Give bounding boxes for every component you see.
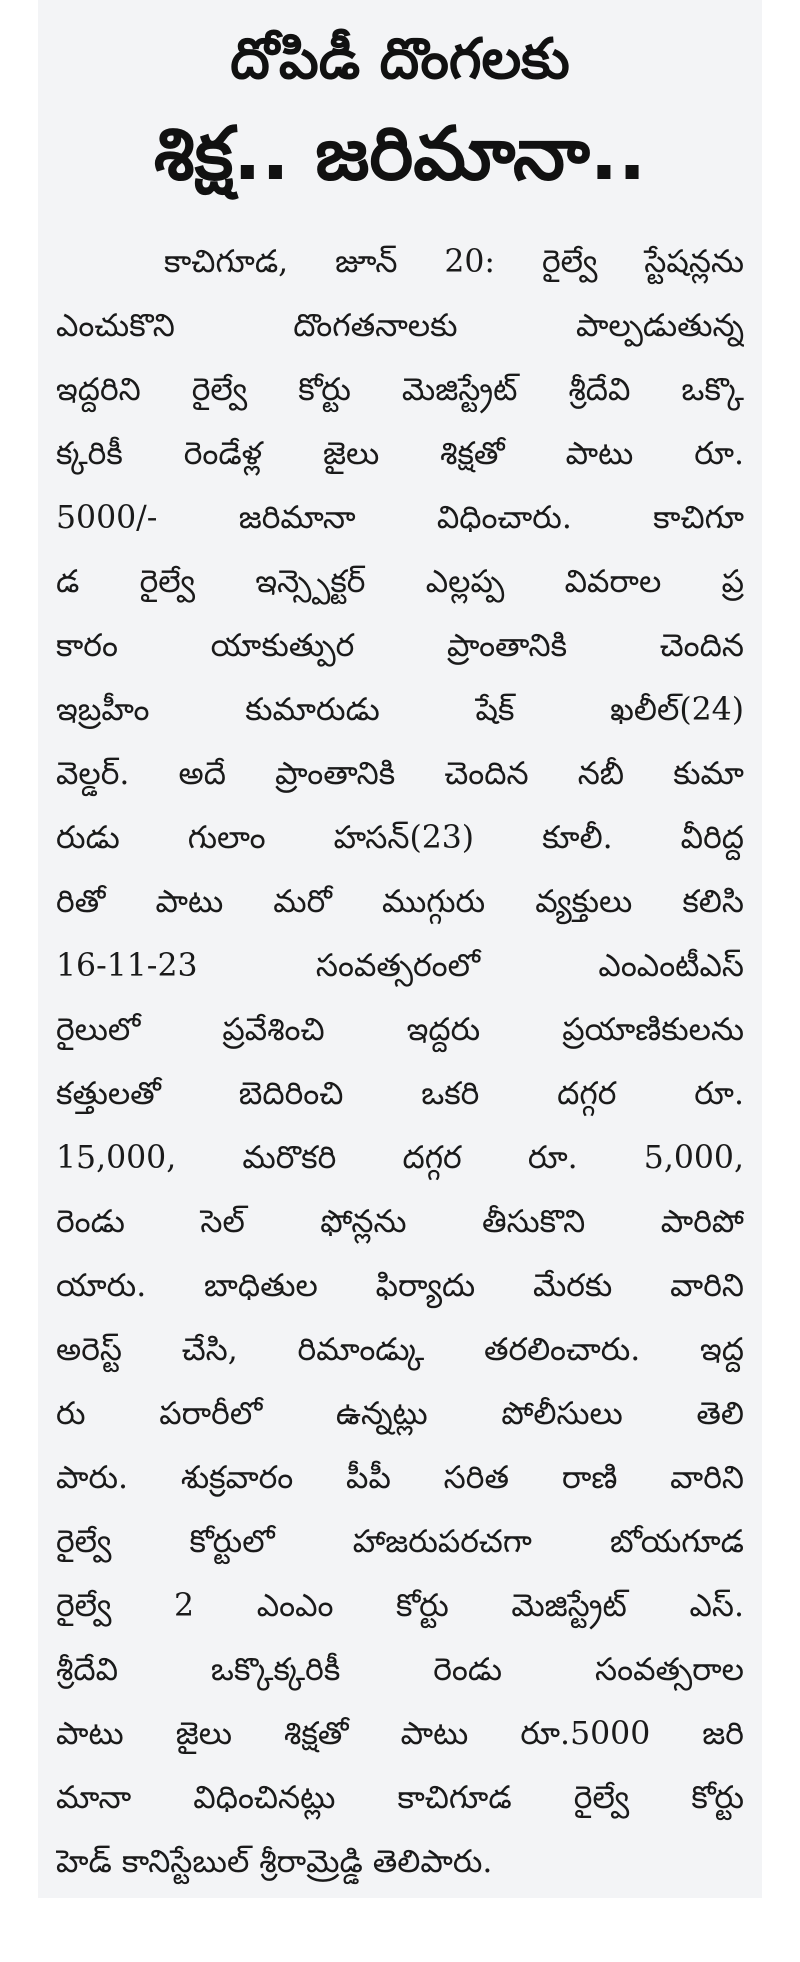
article-line: రెండు సెల్ ఫోన్లను తీసుకొని పారిపో — [56, 1204, 744, 1240]
article-line: 16-11-23 సంవత్సరంలో ఎంఎంటీఎస్ — [56, 948, 744, 984]
article-line: ఇద్దరిని రైల్వే కోర్టు మెజిస్ట్రేట్ శ్రీదేవి ఒక్కొ — [56, 372, 744, 408]
article-line: 15,000, మరొకరి దగ్గర రూ. 5,000, — [56, 1140, 744, 1176]
article-line: కత్తులతో బెదిరించి ఒకరి దగ్గర రూ. — [56, 1076, 744, 1112]
article-line: కారం యాకుత్పుర ప్రాంతానికి చెందిన — [56, 628, 744, 664]
article-line: రైలులో ప్రవేశించి ఇద్దరు ప్రయాణికులను — [56, 1012, 744, 1048]
article-line: ఎంచుకొని దొంగతనాలకు పాల్పడుతున్న — [56, 308, 744, 344]
article-line: రుడు గులాం హసన్(23) కూలీ. వీరిద్ద — [56, 820, 744, 856]
article-line: వెల్డర్. అదే ప్రాంతానికి చెందిన నబీ కుమా — [56, 756, 744, 792]
headline-line-2: శిక్ష.. జరిమానా.. — [153, 111, 647, 197]
article-line: అరెస్ట్ చేసి, రిమాండ్కు తరలించారు. ఇద్ద — [56, 1332, 744, 1368]
article-line: శ్రీదేవి ఒక్కొక్కరికీ రెండు సంవత్సరాల — [56, 1652, 744, 1688]
article-body — [52, 230, 748, 1894]
article-line: కాచిగూడ, జూన్ 20: రైల్వే స్టేషన్లను — [164, 244, 744, 280]
article-line: యారు. బాధితుల ఫిర్యాదు మేరకు వారిని — [56, 1268, 744, 1304]
article-line: క్కరికీ రెండేళ్ల జైలు శిక్షతో పాటు రూ. — [56, 436, 744, 472]
article-line: పాటు జైలు శిక్షతో పాటు రూ.5000 జరి — [56, 1716, 744, 1752]
article-line: డ రైల్వే ఇన్స్పెక్టర్ ఎల్లప్ప వివరాల ప్ర — [56, 564, 744, 600]
news-clipping — [38, 0, 762, 1898]
article-line: ఇబ్రహీం కుమారుడు షేక్ ఖలీల్(24) — [56, 692, 744, 728]
article-line: రు పరారీలో ఉన్నట్లు పోలీసులు తెలి — [56, 1396, 744, 1432]
article-line: పారు. శుక్రవారం పీపీ సరిత రాణి వారిని — [56, 1460, 744, 1496]
article-line: మానా విధించినట్లు కాచిగూడ రైల్వే కోర్టు — [56, 1780, 744, 1816]
article-line: హెడ్ కానిస్టేబుల్ శ్రీరామ్రెడ్డి తెలిపారు. — [56, 1844, 493, 1880]
article-line: రైల్వే 2 ఎంఎం కోర్టు మెజిస్ట్రేట్ ఎస్. — [56, 1588, 744, 1624]
article-line: 5000/- జరిమానా విధించారు. కాచిగూ — [56, 500, 744, 536]
article-line: రితో పాటు మరో ముగ్గురు వ్యక్తులు కలిసి — [56, 884, 744, 920]
headline-line-1: దోపిడీ దొంగలకు — [230, 27, 570, 92]
article-line: రైల్వే కోర్టులో హాజరుపరచగా బోయగూడ — [56, 1524, 744, 1560]
